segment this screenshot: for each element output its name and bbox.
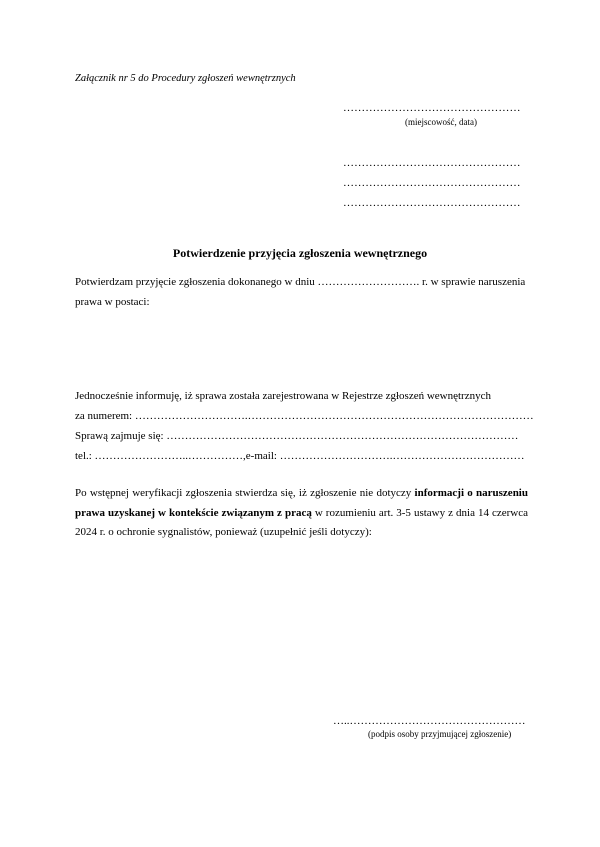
verification-paragraph (75, 484, 528, 543)
signature-caption: (podpis osoby przyjmującej zgłoszenie) (368, 729, 512, 739)
recipient-line-1: ………………………………………… (343, 157, 521, 169)
contact-line: tel.: ……………………..……………,e-mail: ………………………….……………………………… (75, 450, 525, 462)
place-date-caption: (miejscowość, data) (405, 117, 477, 127)
place-date-field: ………………………………………… (343, 102, 521, 114)
document-title: Potwierdzenie przyjęcia zgłoszenia wewnętrznego (172, 246, 428, 260)
confirmation-line-2: prawa w postaci: (75, 296, 150, 308)
recipient-line-2: ………………………………………… (343, 177, 521, 189)
annex-title: Załącznik nr 5 do Procedury zgłoszeń wewnętrznych (75, 73, 296, 84)
verification-text-part1: Po wstępnej weryfikacji zgłoszenia stwierdza się, iż zgłoszenie nie dotyczy (75, 487, 415, 499)
verification-bold-term: informacji o naruszeniu prawa uzyskanej w kontekście związanym z pracą (75, 487, 528, 519)
registry-number-line: za numerem: ………………………….…………………………………………………………………… (75, 410, 534, 422)
confirmation-line-1: Potwierdzam przyjęcie zgłoszenia dokonanego w dniu ………………………. r. w sprawie naruszenia (75, 276, 526, 288)
verification-text-part2: w rozumieniu art. 3-5 ustawy z dnia 14 czerwca 2024 r. o ochronie sygnalistów, ponieważ (uzupełnić jeśli dotyczy): (75, 506, 528, 538)
handler-line: Sprawą zajmuje się: …………………………………………………………………………………… (75, 430, 519, 442)
registry-info-line: Jednocześnie informuję, iż sprawa została zarejestrowana w Rejestrze zgłoszeń wewnętrznych (75, 390, 491, 402)
recipient-line-3: ………………………………………… (343, 197, 521, 209)
signature-field: …..………………………………………… (333, 715, 526, 727)
